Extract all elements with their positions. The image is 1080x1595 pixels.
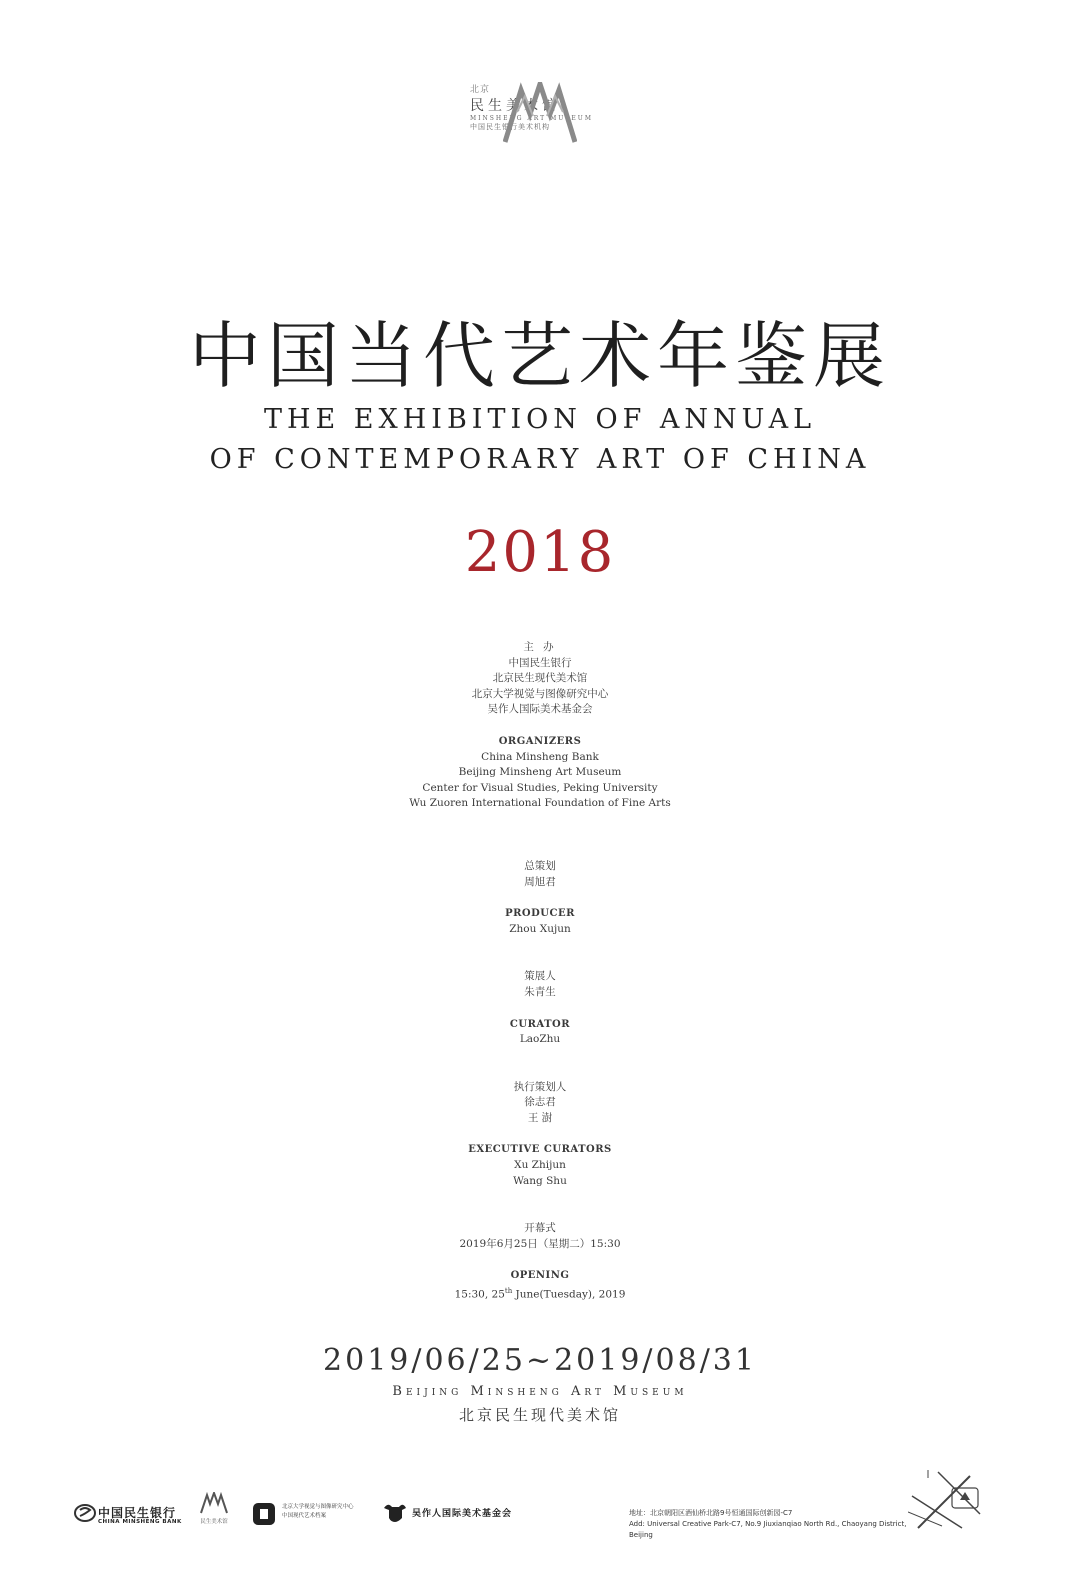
curator-cn-name: 朱青生: [524, 985, 556, 998]
title-en-line1: THE EXHIBITION OF ANNUAL: [263, 404, 817, 435]
location-map-icon: [908, 1468, 990, 1530]
address-cn: 地址：北京朝阳区酒仙桥北路9号恒通国际创新园-C7: [629, 1509, 793, 1517]
executive-cn-item: 王 澍: [527, 1111, 553, 1124]
bank-name-cn: 中国民生银行: [98, 1506, 177, 1520]
logo-city: 北京: [470, 85, 491, 95]
sponsor-wu-zuoren-foundation: [382, 1500, 513, 1528]
address-en: Add: Universal Creative Park-C7, No.9 Jiuxianqiao North Rd., Chaoyang District, Beijing: [629, 1520, 907, 1539]
organizer-en-item: Center for Visual Studies, Peking University: [422, 781, 658, 794]
logo-sub-cn: 中国民生银行美术机构: [470, 123, 550, 131]
cvs-archive-cn: 中国现代艺术档案: [282, 1513, 327, 1519]
organizer-en-item: Wu Zuoren International Foundation of Fine Arts: [409, 797, 671, 810]
museum-small-name: 民生美术馆: [200, 1519, 228, 1525]
opening-en-time: 15:30, 25th June(Tuesday), 2019: [454, 1287, 626, 1301]
title-en-line2: OF CONTEMPORARY ART OF CHINA: [209, 444, 871, 475]
opening-en-heading: OPENING: [510, 1270, 570, 1282]
title-year: 2018: [464, 520, 616, 585]
bank-logo-icon: [74, 1504, 96, 1522]
curator-en-heading: CURATOR: [509, 1018, 571, 1030]
mountain-logo-icon: [503, 82, 577, 144]
buffalo-logo-icon: [382, 1500, 408, 1526]
producer-cn-name: 周旭君: [524, 875, 556, 888]
opening-cn-time: 2019年6月25日（星期二）15:30: [459, 1237, 621, 1250]
cvs-name-cn: 北京大学视觉与图像研究中心: [282, 1504, 354, 1510]
organizer-cn-item: 北京民生现代美术馆: [492, 672, 588, 685]
cvs-logo-icon: [252, 1502, 276, 1526]
logo-name-en: MINSHENG ART MUSEUM: [470, 115, 593, 122]
organizer-en-item: China Minsheng Bank: [481, 750, 599, 763]
logo-name-cn: 民生美术馆: [470, 98, 560, 114]
sponsor-minsheng-museum: [196, 1492, 232, 1532]
venue-cn: 北京民生现代美术馆: [458, 1406, 621, 1424]
executive-cn-heading: 执行策划人: [513, 1080, 567, 1093]
sponsor-peking-university-cvs: [252, 1500, 372, 1530]
producer-cn-heading: 总策划: [524, 859, 556, 872]
exhibition-dates: 2019/06/25~2019/08/31: [323, 1343, 757, 1378]
curator-en-name: LaoZhu: [519, 1033, 561, 1046]
venue-en: Beijing Minsheng Art Museum: [392, 1384, 688, 1399]
bank-name-en: CHINA MINSHENG BANK: [98, 1519, 182, 1525]
mountain-logo-small-icon: [200, 1492, 228, 1514]
organizer-cn-item: 吴作人国际美术基金会: [487, 703, 593, 716]
title-cn: 中国当代艺术年鉴展: [188, 314, 891, 398]
executive-en-item: Wang Shu: [513, 1174, 567, 1187]
organizers-en-heading: ORGANIZERS: [498, 735, 582, 747]
opening-cn-heading: 开幕式: [524, 1222, 556, 1235]
organizer-cn-item: 北京大学视觉与图像研究中心: [471, 687, 609, 700]
sponsor-china-minsheng-bank: [74, 1502, 184, 1526]
credits: [0, 640, 1080, 1303]
wzr-name-cn: 吴作人国际美术基金会: [412, 1509, 513, 1519]
organizers-cn-heading: 主 办: [523, 641, 557, 653]
producer-en-name: Zhou Xujun: [509, 922, 571, 935]
organizer-en-item: Beijing Minsheng Art Museum: [458, 766, 622, 779]
producer-en-heading: PRODUCER: [505, 908, 575, 920]
organizer-cn-item: 中国民生银行: [508, 656, 572, 669]
executive-en-item: Xu Zhijun: [514, 1159, 566, 1172]
museum-logo: [470, 82, 610, 212]
curator-cn-heading: 策展人: [524, 970, 556, 983]
executive-cn-item: 徐志君: [524, 1096, 556, 1109]
address: [629, 1508, 919, 1541]
executive-en-heading: EXECUTIVE CURATORS: [468, 1144, 612, 1156]
